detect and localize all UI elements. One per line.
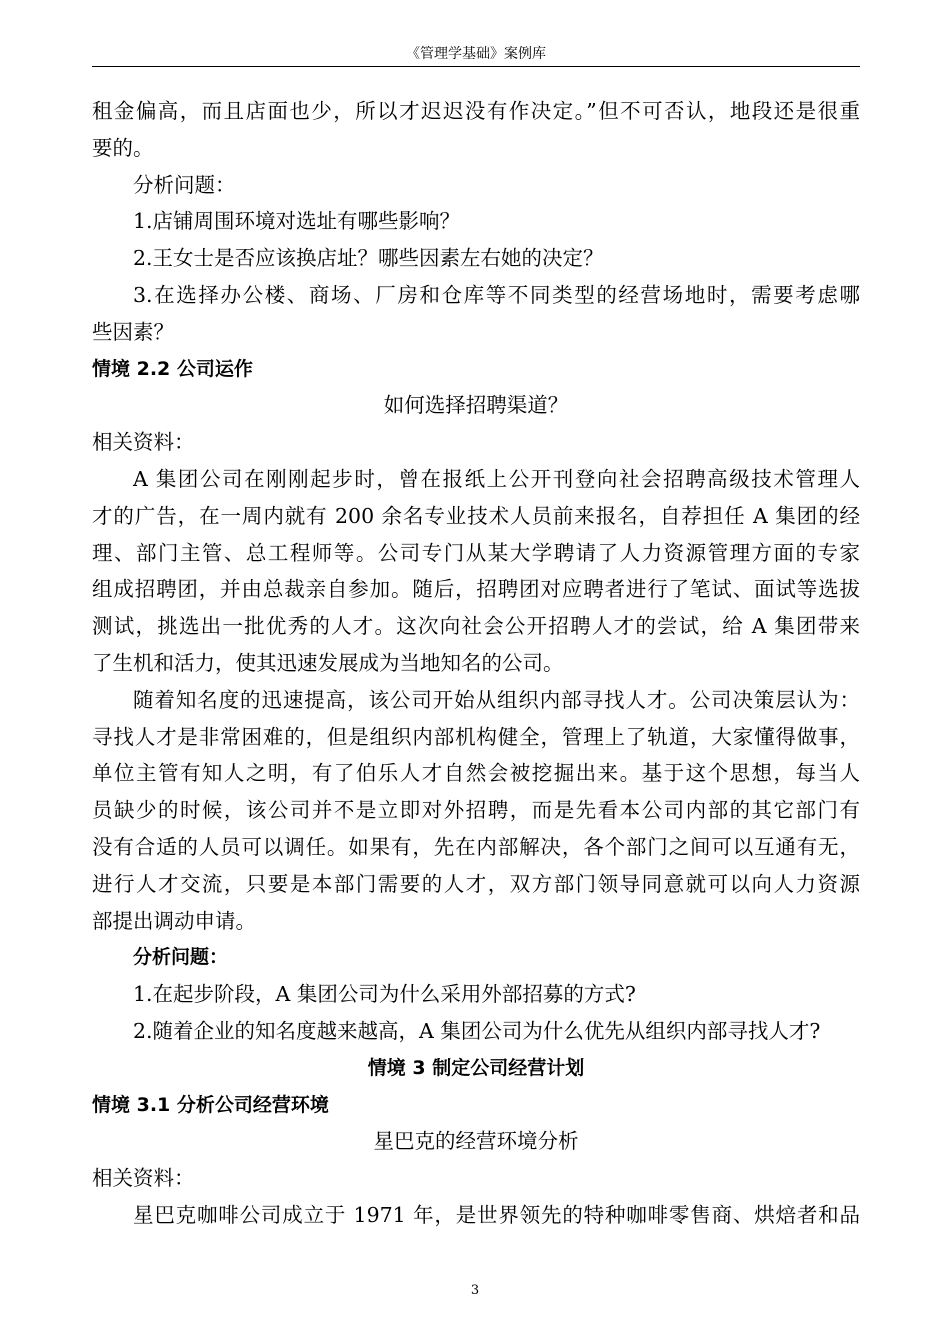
document-body: [92, 93, 860, 1234]
case-title: 星巴克的经营环境分析: [373, 1129, 579, 1154]
paragraph-line: 单位主管有知人之明，有了伯乐人才自然会被挖掘出来。基于这个思想，每当人: [92, 761, 860, 786]
paragraph-line: 要的。: [92, 135, 154, 160]
question-item: 3.在选择办公楼、商场、厂房和仓库等不同类型的经营场地时，需要考虑哪: [133, 282, 860, 307]
header-divider: [92, 66, 860, 67]
paragraph-line: 员缺少的时候，该公司并不是立即对外招聘，而是先看本公司内部的其它部门有: [92, 798, 860, 823]
paragraph-line: 租金偏高，而且店面也少，所以才迟迟没有作决定。”但不可否认，地段还是很重: [92, 99, 860, 123]
paragraph-line: 随着知名度的迅速提高，该公司开始从组织内部寻找人才。公司决策层认为：: [133, 687, 860, 712]
analysis-heading: 分析问题：: [133, 946, 229, 969]
section-heading: 情境 2.2 公司运作: [92, 357, 253, 380]
page-number: 3: [470, 1283, 480, 1298]
question-item-continued: 些因素？: [92, 319, 174, 344]
paragraph-line: 进行人才交流，只要是本部门需要的人才，双方部门领导同意就可以向人力资源: [92, 871, 860, 896]
paragraph-line: 部提出调动申请。: [92, 908, 256, 933]
material-label: 相关资料：: [92, 1166, 195, 1191]
analysis-heading: 分析问题：: [133, 172, 236, 197]
paragraph-line: 没有合适的人员可以调任。如果有，先在内部解决，各个部门之间可以互通有无，: [92, 834, 860, 859]
material-label: 相关资料：: [92, 430, 195, 455]
chapter-heading: 情境 3 制定公司经营计划: [367, 1056, 585, 1079]
paragraph-line: 组成招聘团，并由总裁亲自参加。随后，招聘团对应聘者进行了笔试、面试等选拔: [92, 577, 860, 602]
question-item: 2.王女士是否应该换店址？哪些因素左右她的决定？: [133, 246, 604, 271]
paragraph-line: 才的广告，在一周内就有 200 余名专业技术人员前来报名，自荐担任 A 集团的经: [92, 503, 860, 528]
paragraph-line: 寻找人才是非常困难的，但是组织内部机构健全，管理上了轨道，大家懂得做事，: [92, 724, 860, 749]
question-item: 1.在起步阶段，A 集团公司为什么采用外部招募的方式?: [133, 982, 636, 1007]
paragraph-line: 了生机和活力，使其迅速发展成为当地知名的公司。: [92, 650, 564, 675]
paragraph-line: 测试，挑选出一批优秀的人才。这次向社会公开招聘人才的尝试，给 A 集团带来: [92, 614, 860, 639]
section-heading: 情境 3.1 分析公司经营环境: [92, 1093, 329, 1116]
running-header: 《管理学基础》案例库: [406, 46, 546, 62]
case-title: 如何选择招聘渠道？: [383, 393, 569, 418]
question-item: 2.随着企业的知名度越来越高，A 集团公司为什么优先从组织内部寻找人才?: [133, 1018, 821, 1043]
question-item: 1.店铺周围环境对选址有哪些影响？: [133, 209, 461, 234]
paragraph-line: A 集团公司在刚刚起步时，曾在报纸上公开刊登向社会招聘高级技术管理人: [133, 466, 860, 491]
paragraph-line: 星巴克咖啡公司成立于 1971 年，是世界领先的特种咖啡零售商、烘焙者和品: [133, 1202, 860, 1227]
paragraph-line: 理、部门主管、总工程师等。公司专门从某大学聘请了人力资源管理方面的专家: [92, 540, 860, 565]
